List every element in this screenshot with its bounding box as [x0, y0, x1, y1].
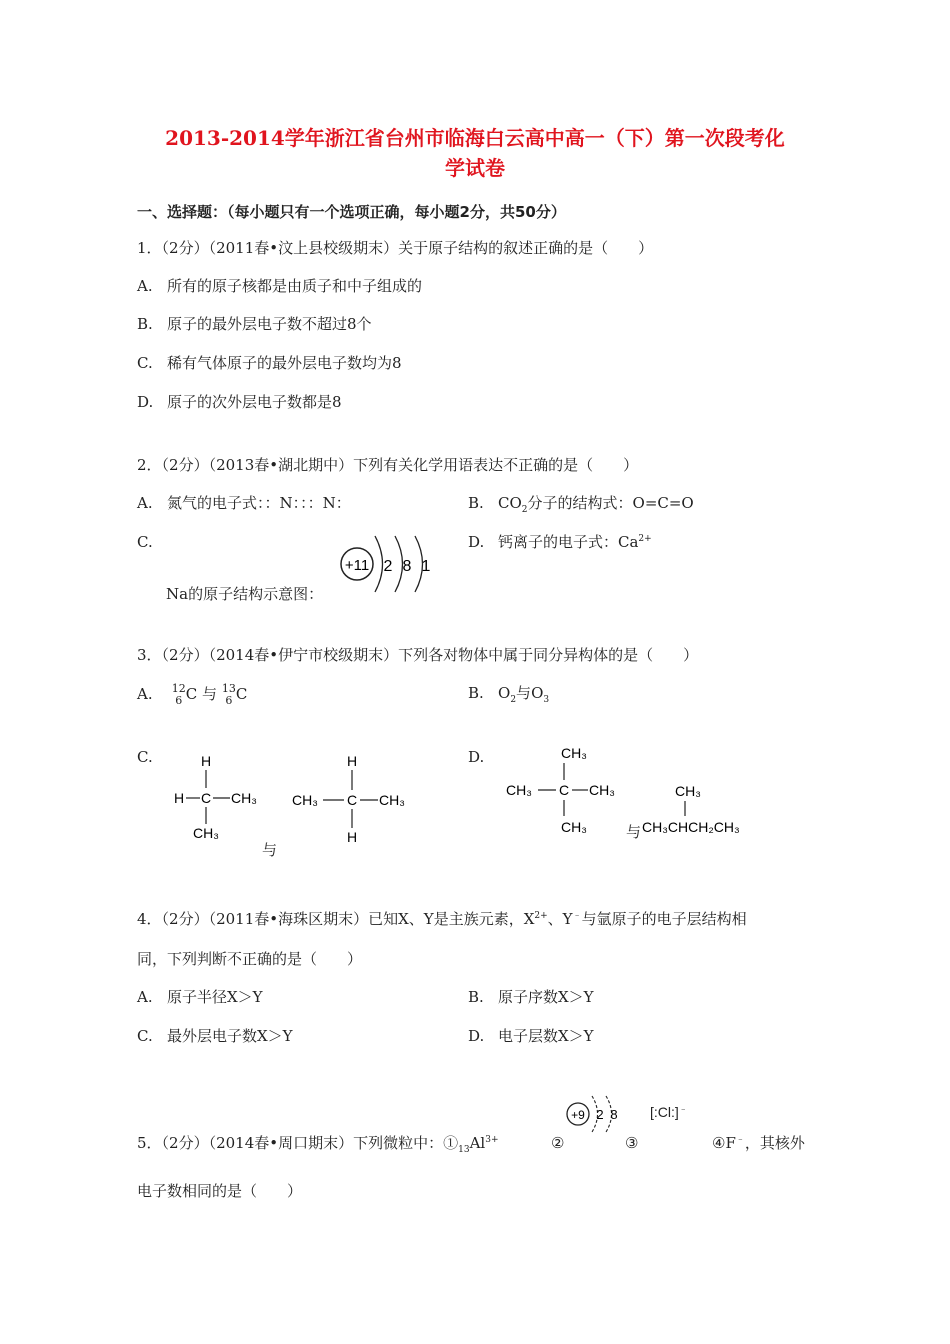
- atom-h-left: H: [174, 790, 185, 806]
- q3-option-b: B. $O_2$与$O_3$: [468, 684, 550, 705]
- atom-h-bottom-2: H: [346, 829, 358, 845]
- na-shell-arc-2: [395, 536, 403, 592]
- q5-circ-2: ②: [551, 1134, 565, 1152]
- exam-title-line1: 2013-2014学年浙江省台州市临海白云高中高一（下）第一次段考化: [165, 126, 785, 150]
- q3-option-a: A. 12 6 C 与 13 6 C: [137, 682, 248, 707]
- q5-stem-line2: 电子数相同的是（ ）: [137, 1182, 303, 1200]
- neo-ch3-bottom: CH₃: [561, 819, 587, 835]
- na-nucleus-label: +11: [344, 557, 370, 574]
- q3-option-d-and: 与: [626, 823, 642, 841]
- f-shell-1: 2: [596, 1107, 604, 1122]
- q2-option-c-text: Na的原子结构示意图：: [166, 585, 324, 603]
- f-atom-diagram: [562, 1090, 628, 1138]
- c13-isotope-numbers: 13 6: [221, 682, 236, 707]
- q3-option-c-label: C.: [137, 748, 153, 766]
- q4-option-b: B. 原子序数X＞Y: [468, 988, 594, 1006]
- iso-ch3-top: CH₃: [675, 783, 701, 799]
- neo-ch3-left: CH₃: [506, 782, 532, 798]
- group-ch3-right: CH₃: [231, 790, 257, 806]
- q2-option-c-label: C.: [137, 533, 153, 551]
- group-ch3-bottom: CH₃: [193, 825, 219, 841]
- q1-stem: 1．（2分）（2011春•汶上县校级期末）关于原子结构的叙述正确的是（ ）: [137, 239, 654, 257]
- q1-option-b: B. 原子的最外层电子数不超过8个: [137, 315, 372, 333]
- atom-c-center-2: C: [346, 792, 358, 808]
- group-ch3-left-2: CH₃: [292, 792, 318, 808]
- q1-option-a: A. 所有的原子核都是由质子和中子组成的: [137, 277, 423, 295]
- q4-option-d: D. 电子层数X＞Y: [468, 1027, 594, 1045]
- q2-stem: 2．（2分）（2013春•湖北期中）下列有关化学用语表达不正确的是（ ）: [137, 456, 639, 474]
- f-shell-2: 8: [610, 1107, 618, 1122]
- q3-stem: 3．（2分）（2014春•伊宁市校级期末）下列各对物体中属于同分异构体的是（ ）: [137, 646, 699, 664]
- na-atom-diagram: [330, 528, 440, 602]
- q4-stem-line1: 4．（2分）（2011春•海珠区期末）已知X、Y是主族元素，$X^{2+}$、Y﹣与氩原子的电子层结构相: [137, 910, 747, 928]
- c12-isotope-numbers: 12 6: [171, 682, 186, 707]
- q2-option-b: B. $CO_2$分子的结构式：O=C=O: [468, 494, 694, 515]
- q3-option-c-and: 与: [262, 841, 278, 859]
- na-shell-1: 2: [383, 558, 393, 575]
- group-ch3-right-2: CH₃: [379, 792, 405, 808]
- na-shell-arc-1: [375, 536, 383, 592]
- q3-option-d-label: D.: [468, 748, 485, 766]
- chloride-electron-formula: [:Cl:]﹣: [650, 1103, 688, 1120]
- q5-stem-part1: 5．（2分）（2014春•周口期末）下列微粒中：$①_{13}Al^{3+}$: [137, 1134, 499, 1155]
- f-nucleus-label: +9: [571, 1108, 585, 1122]
- neo-ch3-top: CH₃: [561, 745, 587, 761]
- q2-option-a: A. 氮气的电子式：：N：：：N：: [137, 494, 351, 512]
- atom-h-top: H: [200, 753, 212, 769]
- q5-stem-tail: ④F﹣，其核外: [712, 1134, 805, 1152]
- q4-option-c: C. 最外层电子数X＞Y: [137, 1027, 293, 1045]
- neo-ch3-right: CH₃: [589, 782, 615, 798]
- exam-title-line2: 学试卷: [445, 156, 505, 180]
- q3-c-molecules: [168, 748, 418, 848]
- q1-option-d: D. 原子的次外层电子数都是8: [137, 393, 342, 411]
- na-shell-2: 8: [402, 558, 412, 575]
- q2-option-d: D. 钙离子的电子式：$Ca^{2+}$: [468, 533, 652, 551]
- neo-c-center: C: [558, 782, 570, 798]
- q4-option-a: A. 原子半径X＞Y: [137, 988, 263, 1006]
- atom-h-top-2: H: [346, 753, 358, 769]
- atom-c-center: C: [200, 790, 212, 806]
- q5-circ-3: ③: [625, 1134, 639, 1152]
- q1-option-c: C. 稀有气体原子的最外层电子数均为8: [137, 354, 402, 372]
- iso-main-chain: CH₃CHCH₂CH₃: [642, 819, 740, 835]
- section-heading: 一、选择题：（每小题只有一个选项正确，每小题2分，共50分）: [137, 203, 566, 221]
- na-shell-3: 1: [421, 558, 431, 575]
- q4-stem-line2: 同，下列判断不正确的是（ ）: [137, 950, 363, 968]
